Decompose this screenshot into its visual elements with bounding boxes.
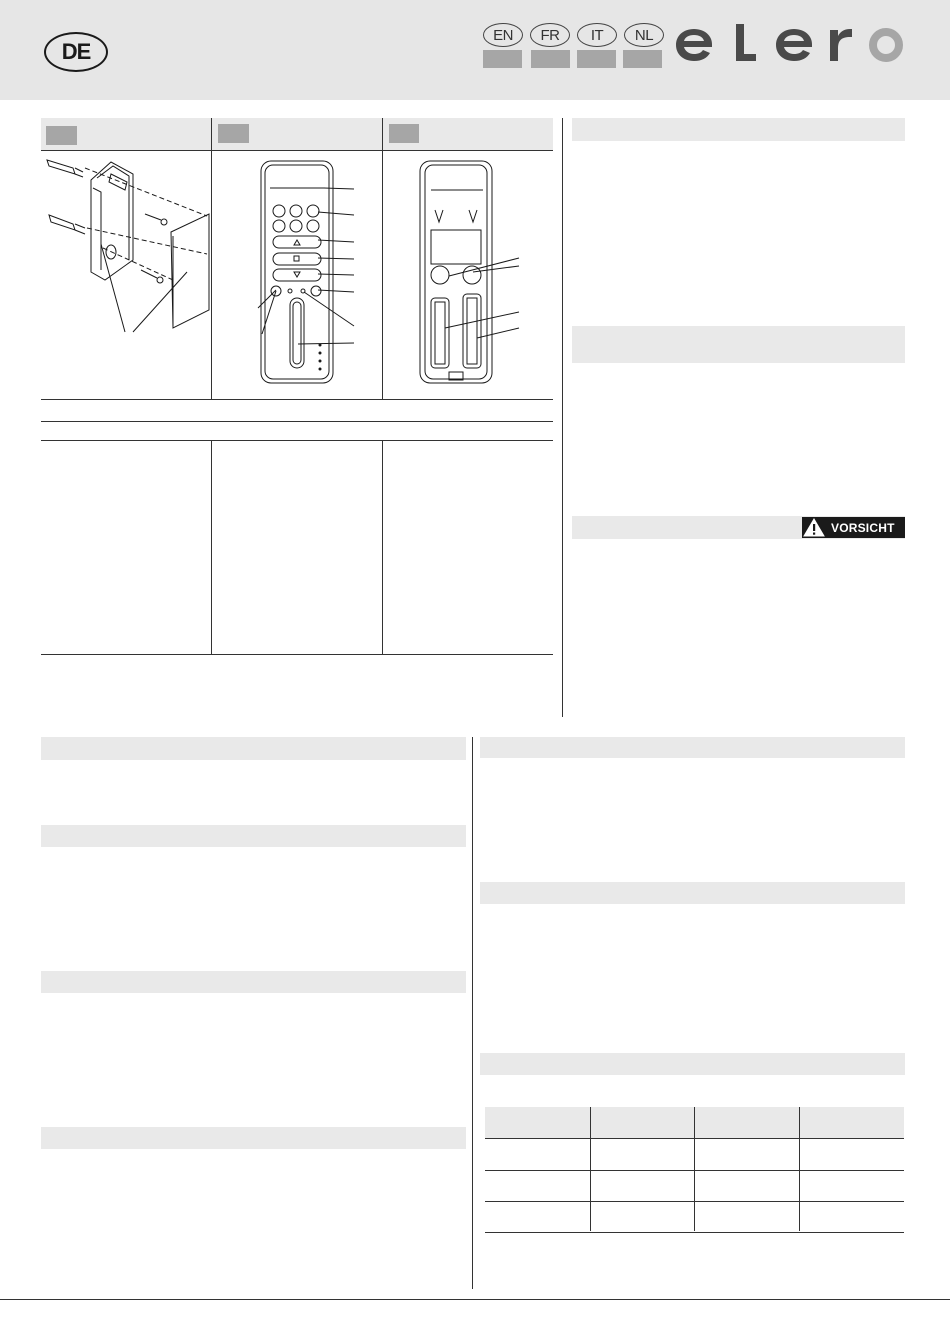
upper-column-divider — [562, 118, 563, 717]
section-heading-left-3 — [41, 971, 466, 993]
table-col-divider-1 — [590, 1107, 591, 1231]
section-heading-right-3 — [480, 737, 905, 758]
table-col-divider-2 — [694, 1107, 695, 1231]
section-heading-right-4 — [480, 882, 905, 904]
language-tab-en[interactable]: EN — [483, 23, 523, 47]
footer-rule — [0, 1299, 950, 1300]
elero-logo — [672, 18, 910, 70]
wall-bracket-illustration — [41, 150, 211, 399]
legend-rule-2 — [41, 440, 553, 441]
legend-divider-1 — [211, 440, 212, 654]
warning-badge — [802, 517, 905, 538]
figure-tab-2 — [218, 124, 249, 143]
lower-column-divider — [472, 737, 473, 1289]
language-badge-de: DE — [44, 32, 108, 72]
language-bar-fr — [531, 50, 570, 68]
warning-triangle-icon — [802, 517, 826, 538]
figure-tab-3 — [389, 124, 419, 143]
language-bar-it — [577, 50, 616, 68]
section-heading-right-1 — [572, 118, 905, 141]
warning-label: VORSICHT — [831, 520, 895, 535]
page-header — [0, 0, 950, 100]
figure-panel-header — [41, 118, 553, 150]
table-bottom-rule — [485, 1232, 904, 1233]
language-bar-nl — [623, 50, 662, 68]
remote-back-illustration — [383, 150, 553, 399]
section-heading-left-2 — [41, 825, 466, 847]
section-heading-left-4 — [41, 1127, 466, 1149]
language-tab-it[interactable]: IT — [577, 23, 617, 47]
legend-divider-2 — [382, 440, 383, 654]
table-col-divider-3 — [799, 1107, 800, 1231]
remote-front-illustration — [212, 150, 382, 399]
section-heading-left-1 — [41, 737, 466, 760]
legend-rule-1 — [41, 421, 553, 422]
section-heading-right-2 — [572, 326, 905, 363]
language-bar-en — [483, 50, 522, 68]
language-tab-nl[interactable]: NL — [624, 23, 664, 47]
figure-tab-1 — [46, 126, 77, 145]
section-heading-right-5 — [480, 1053, 905, 1075]
legend-bottom-rule — [41, 654, 553, 655]
figure-bottom-rule — [41, 399, 553, 400]
language-tab-fr[interactable]: FR — [530, 23, 570, 47]
